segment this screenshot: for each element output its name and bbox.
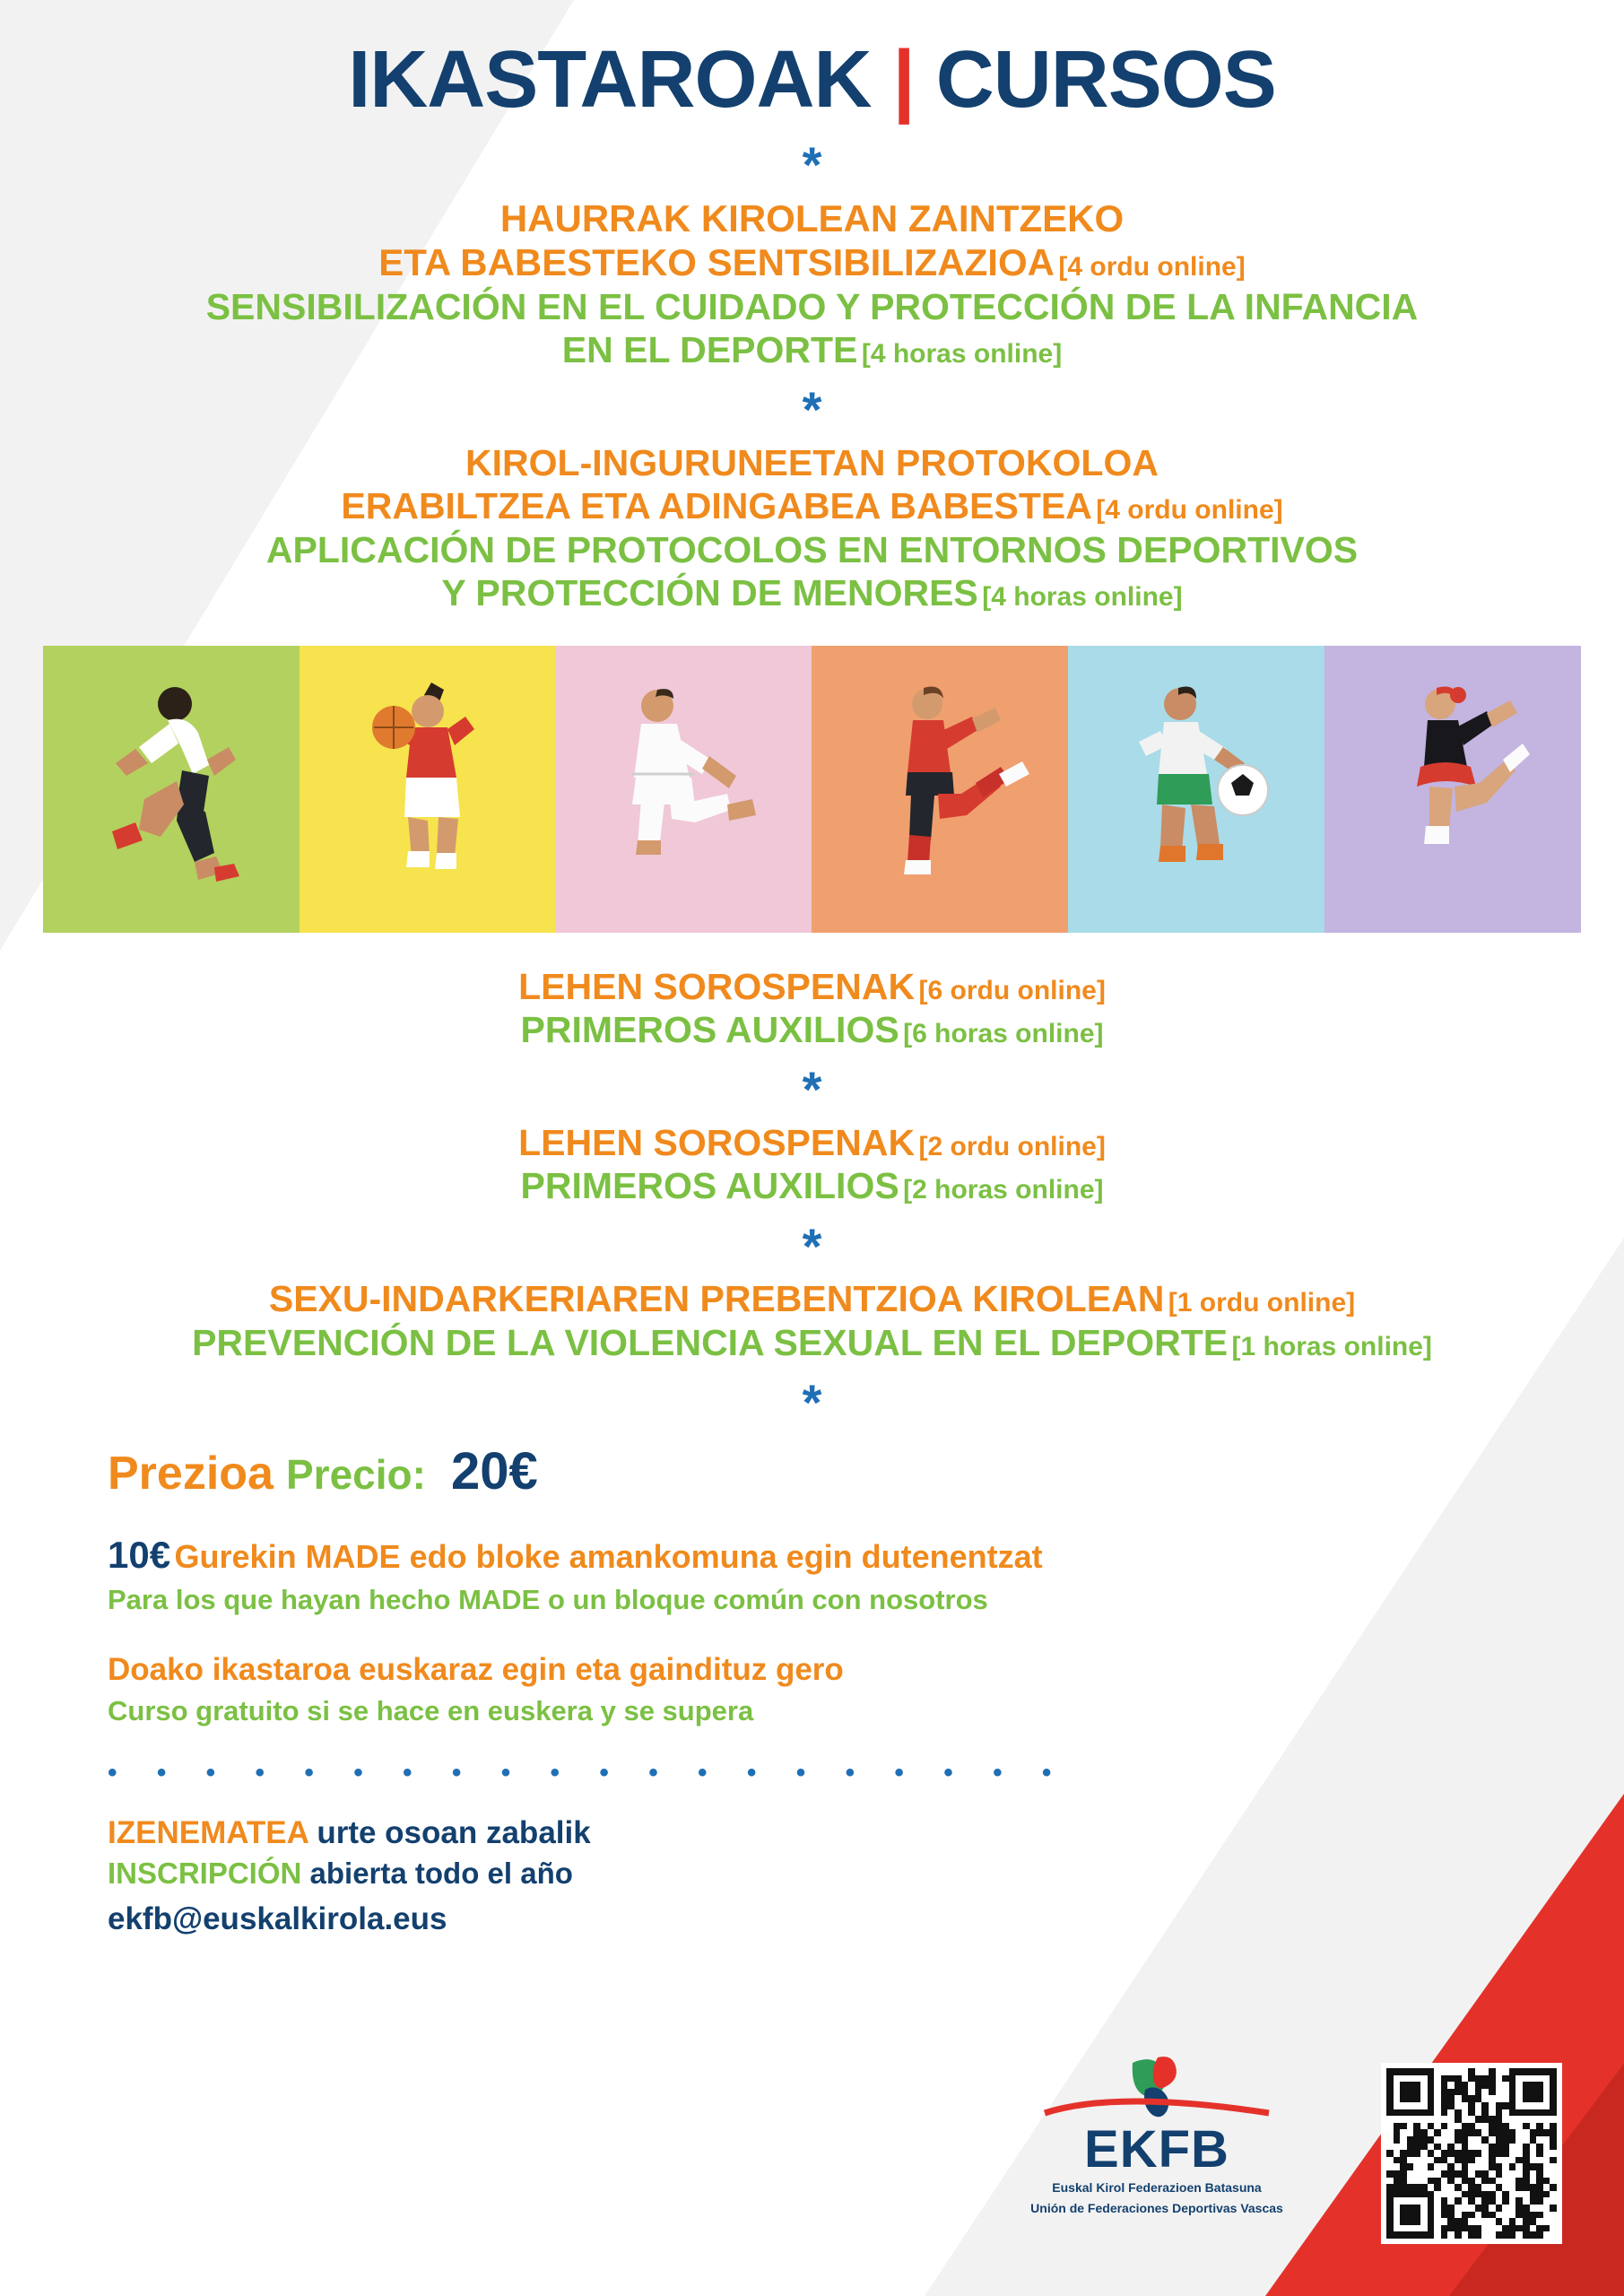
- star-separator-2: *: [802, 381, 822, 439]
- course-4-es-hours: [2 horas online]: [903, 1175, 1104, 1205]
- enrollment-es-strong: INSCRIPCIÓN: [108, 1856, 302, 1890]
- course-3-eu-line1: LEHEN SOROSPENAK: [518, 965, 916, 1007]
- photo-athlete-footballer: [1068, 646, 1324, 933]
- ekfb-logo-mark-icon: [1027, 2054, 1287, 2124]
- title-separator: |: [892, 35, 915, 125]
- runner-icon: [82, 674, 261, 898]
- course-1-eu-hours: [4 ordu online]: [1058, 252, 1246, 283]
- discount-amount: 10€: [108, 1533, 171, 1576]
- photo-athlete-runner: [43, 646, 300, 933]
- photo-athlete-skater: [1324, 646, 1581, 933]
- course-2-eu-line1: KIROL-INGURUNEETAN PROTOKOLOA: [465, 442, 1159, 484]
- course-3-eu-hours: [6 ordu online]: [918, 975, 1106, 1005]
- price-label-eu: Prezioa: [108, 1447, 274, 1500]
- star-separator-1: *: [802, 136, 822, 193]
- course-5-eu-hours: [1 ordu online]: [1168, 1288, 1356, 1318]
- enrollment-block: [108, 1815, 1624, 1937]
- footballer-icon: [1098, 674, 1295, 898]
- course-1-es-line2: EN EL DEPORTE: [561, 329, 858, 371]
- discount-text-eu: Gurekin MADE edo bloke amankomuna egin dutenentzat: [174, 1537, 1043, 1575]
- ekfb-logo-sub-es: Unión de Federaciones Deportivas Vascas: [1030, 2200, 1283, 2215]
- course-block-2: [0, 441, 1624, 615]
- course-2-es-line1: APLICACIÓN DE PROTOCOLOS EN ENTORNOS DEPORTIVOS: [265, 528, 1359, 570]
- karate-kid-icon: [586, 674, 783, 898]
- course-2-eu-line2: ERABILTZEA ETA ADINGABEA BABESTEA: [341, 485, 1092, 527]
- course-1-es-line1: SENSIBILIZACIÓN EN EL CUIDADO Y PROTECCIÓN DE LA INFANCIA: [205, 285, 1419, 327]
- photo-athlete-gymnast: [812, 646, 1068, 933]
- course-5-eu-line1: SEXU-INDARKERIAREN PREBENTZIOA KIROLEAN: [268, 1278, 1165, 1320]
- course-1-es-hours: [4 horas online]: [861, 339, 1063, 370]
- star-separator-5: *: [802, 1373, 822, 1431]
- free-text-es: Curso gratuito si se hace en euskera y se supera: [108, 1694, 754, 1726]
- ekfb-logo-sub-eu: Euskal Kirol Federazioen Batasuna: [1052, 2180, 1262, 2195]
- enrollment-eu: [108, 1815, 1624, 1851]
- course-2-eu-hours: [4 ordu online]: [1096, 495, 1283, 526]
- free-text-eu: Doako ikastaroa euskaraz egin eta gaindituz gero: [108, 1651, 844, 1687]
- qr-code-grid: [1386, 2068, 1557, 2239]
- course-block-3: [0, 965, 1624, 1052]
- course-4-es-line1: PRIMEROS AUXILIOS: [520, 1165, 899, 1207]
- course-5-es-hours: [1 horas online]: [1231, 1331, 1432, 1361]
- photo-athlete-basketball: [300, 646, 556, 933]
- discount-block: [108, 1534, 1624, 1616]
- star-separator-3: *: [802, 1061, 822, 1118]
- ekfb-logo-word: EKFB: [1084, 2120, 1229, 2179]
- course-2-es-line2: Y PROTECCIÓN DE MENORES: [441, 572, 978, 614]
- course-3-es-hours: [6 horas online]: [903, 1018, 1104, 1048]
- photo-athlete-karate: [556, 646, 812, 933]
- course-4-eu-hours: [2 ordu online]: [918, 1131, 1106, 1161]
- figure-skater-icon: [1354, 674, 1551, 898]
- course-5-es-line1: PREVENCIÓN DE LA VIOLENCIA SEXUAL EN EL DEPORTE: [192, 1321, 1229, 1363]
- athlete-photo-strip: [43, 646, 1581, 933]
- contact-email[interactable]: ekfb@euskalkirola.eus: [108, 1900, 447, 1936]
- star-separator-4: *: [802, 1217, 822, 1274]
- free-course-block: [108, 1652, 1624, 1727]
- course-2-es-hours: [4 horas online]: [982, 582, 1183, 613]
- enrollment-es: [108, 1857, 1624, 1891]
- gymnast-icon: [841, 674, 1038, 898]
- discount-text-es: Para los que hayan hecho MADE o un bloque común con nosotros: [108, 1583, 988, 1615]
- ekfb-logo: [1027, 2054, 1287, 2217]
- price-label-es: Precio:: [285, 1450, 426, 1498]
- course-4-eu-line1: LEHEN SOROSPENAK: [518, 1121, 916, 1163]
- course-3-es-line1: PRIMEROS AUXILIOS: [520, 1008, 899, 1050]
- page-title: [0, 0, 1624, 126]
- dotted-divider: • • • • • • • • • • • • • • • • • • • •: [108, 1757, 1068, 1787]
- course-block-1: [0, 196, 1624, 372]
- enrollment-eu-tail: urte osoan zabalik: [308, 1814, 591, 1850]
- title-eu: IKASTAROAK: [348, 35, 872, 125]
- course-1-eu-line1: HAURRAK KIROLEAN ZAINTZEKO: [499, 196, 1125, 239]
- enrollment-es-tail: abierta todo el año: [301, 1856, 573, 1890]
- price-value: 20€: [450, 1441, 538, 1500]
- enrollment-eu-strong: IZENEMATEA: [108, 1814, 308, 1850]
- price-row: [108, 1441, 1624, 1501]
- qr-code[interactable]: [1381, 2063, 1562, 2244]
- basketball-player-icon: [338, 674, 517, 898]
- course-block-4: [0, 1121, 1624, 1208]
- title-es: CURSOS: [935, 35, 1276, 125]
- course-1-eu-line2: ETA BABESTEKO SENTSIBILIZAZIOA: [378, 241, 1055, 284]
- course-block-5: [0, 1277, 1624, 1364]
